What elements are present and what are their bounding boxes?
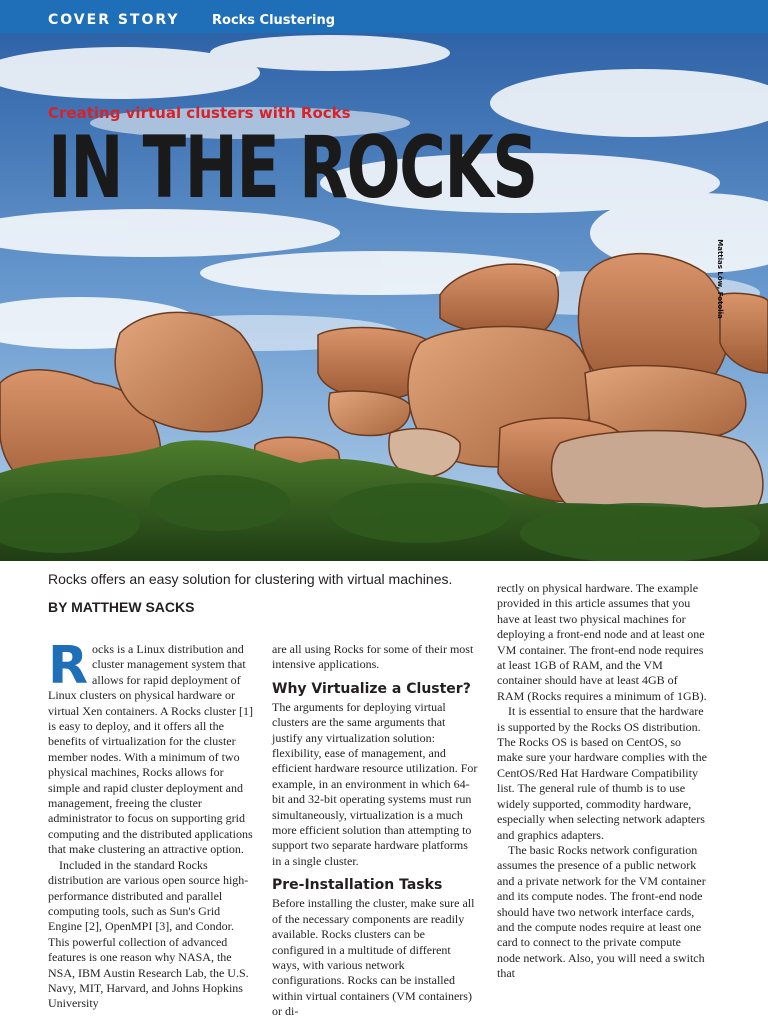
subheading-why-virtualize: Why Virtualize a Cluster? [272,680,471,697]
article-paragraph: The arguments for deploying virtual clusters are the same arguments that justify any virtualization solution: flexibility, ease of management, and efficient hardware resource utilization. For example, in an environment in which 64-bit and 32-bit operating systems must run simultaneously, virtualization is a much more efficient solution than attempting to support two separate hardware platforms in a single cluster. [272,699,478,868]
article-column-2 [272,642,478,1020]
article-column-1 [48,636,254,1012]
article-byline: BY MATTHEW SACKS [48,599,195,615]
topic-label: Rocks Clustering [212,13,336,28]
article-paragraph: Included in the standard Rocks distribution are various open source high-performance distributed and parallel computing tools, such as Sun's Grid Engine [2], OpenMPI [3], and Condor. This powerful collection of advanced features is one reason why NASA, the NSA, IBM Austin Research Lab, the U.S. Navy, MIT, Harvard, and Johns Hopkins University [48,857,249,1011]
article-paragraph: The basic Rocks network configuration assumes the presence of a public network and a private network for the VM container and its compute nodes. The front-end node should have two network interface cards, and the compute nodes require at least one card to connect to the private compute node network. Also, you will need a switch that [497,842,706,981]
article-paragraph: It is essential to ensure that the hardware is supported by the Rocks OS distribution. The Rocks OS is based on CentOS, so make sure your hardware complies with the CentOS/Red Hat Hardware Compatibility list. The general rule of thumb is to use widely supported, commodity hardware, especially when selecting network adapters and graphics adapters. [497,704,707,842]
article-deck: Rocks offers an easy solution for clustering with virtual machines. [48,571,453,587]
paragraph-text: ocks is a Linux distribution and cluster management system that allows for rapid deployment of Linux clusters on physical hardware or virtual Xen containers. A Rocks cluster [1] is easy to deploy, and it offers all the benefits of virtualization for the cluster member nodes. With a minimum of two physical machines, Rocks allows for simple and rapid cluster deployment and management, freeing the cluster administrator to focus on supporting grid computing and the distributed applications that make clustering an attractive option. [48,642,253,857]
drop-cap: R [48,636,89,696]
article-paragraph: Before installing the cluster, make sure all of the necessary components are readily available. Rocks clusters can be configured in a multitude of different ways, with various network configurations. Rocks can be installed within virtual containers (VM containers) or di- [272,896,475,1019]
subheading-pre-installation: Pre-Installation Tasks [272,877,443,894]
article-kicker: Creating virtual clusters with Rocks [48,104,351,122]
photo-credit: Mattias Löw, Fotolia [716,239,724,319]
article-paragraph [48,636,254,858]
article-column-3 [497,581,707,982]
article-headline: IN THE ROCKS [48,118,537,218]
section-label: COVER STORY [48,12,180,28]
article-paragraph: are all using Rocks for some of their most intensive applications. [272,642,474,672]
article-paragraph: rectly on physical hardware. The example provided in this article assumes that you have at least two physical machines for deploying a front-end node and at least one VM container. The front-end node requires at least 1GB of RAM, and the VM container should have at least 4GB of RAM (Rocks requires a minimum of 1GB). [497,581,707,703]
section-header-bar [0,0,768,33]
